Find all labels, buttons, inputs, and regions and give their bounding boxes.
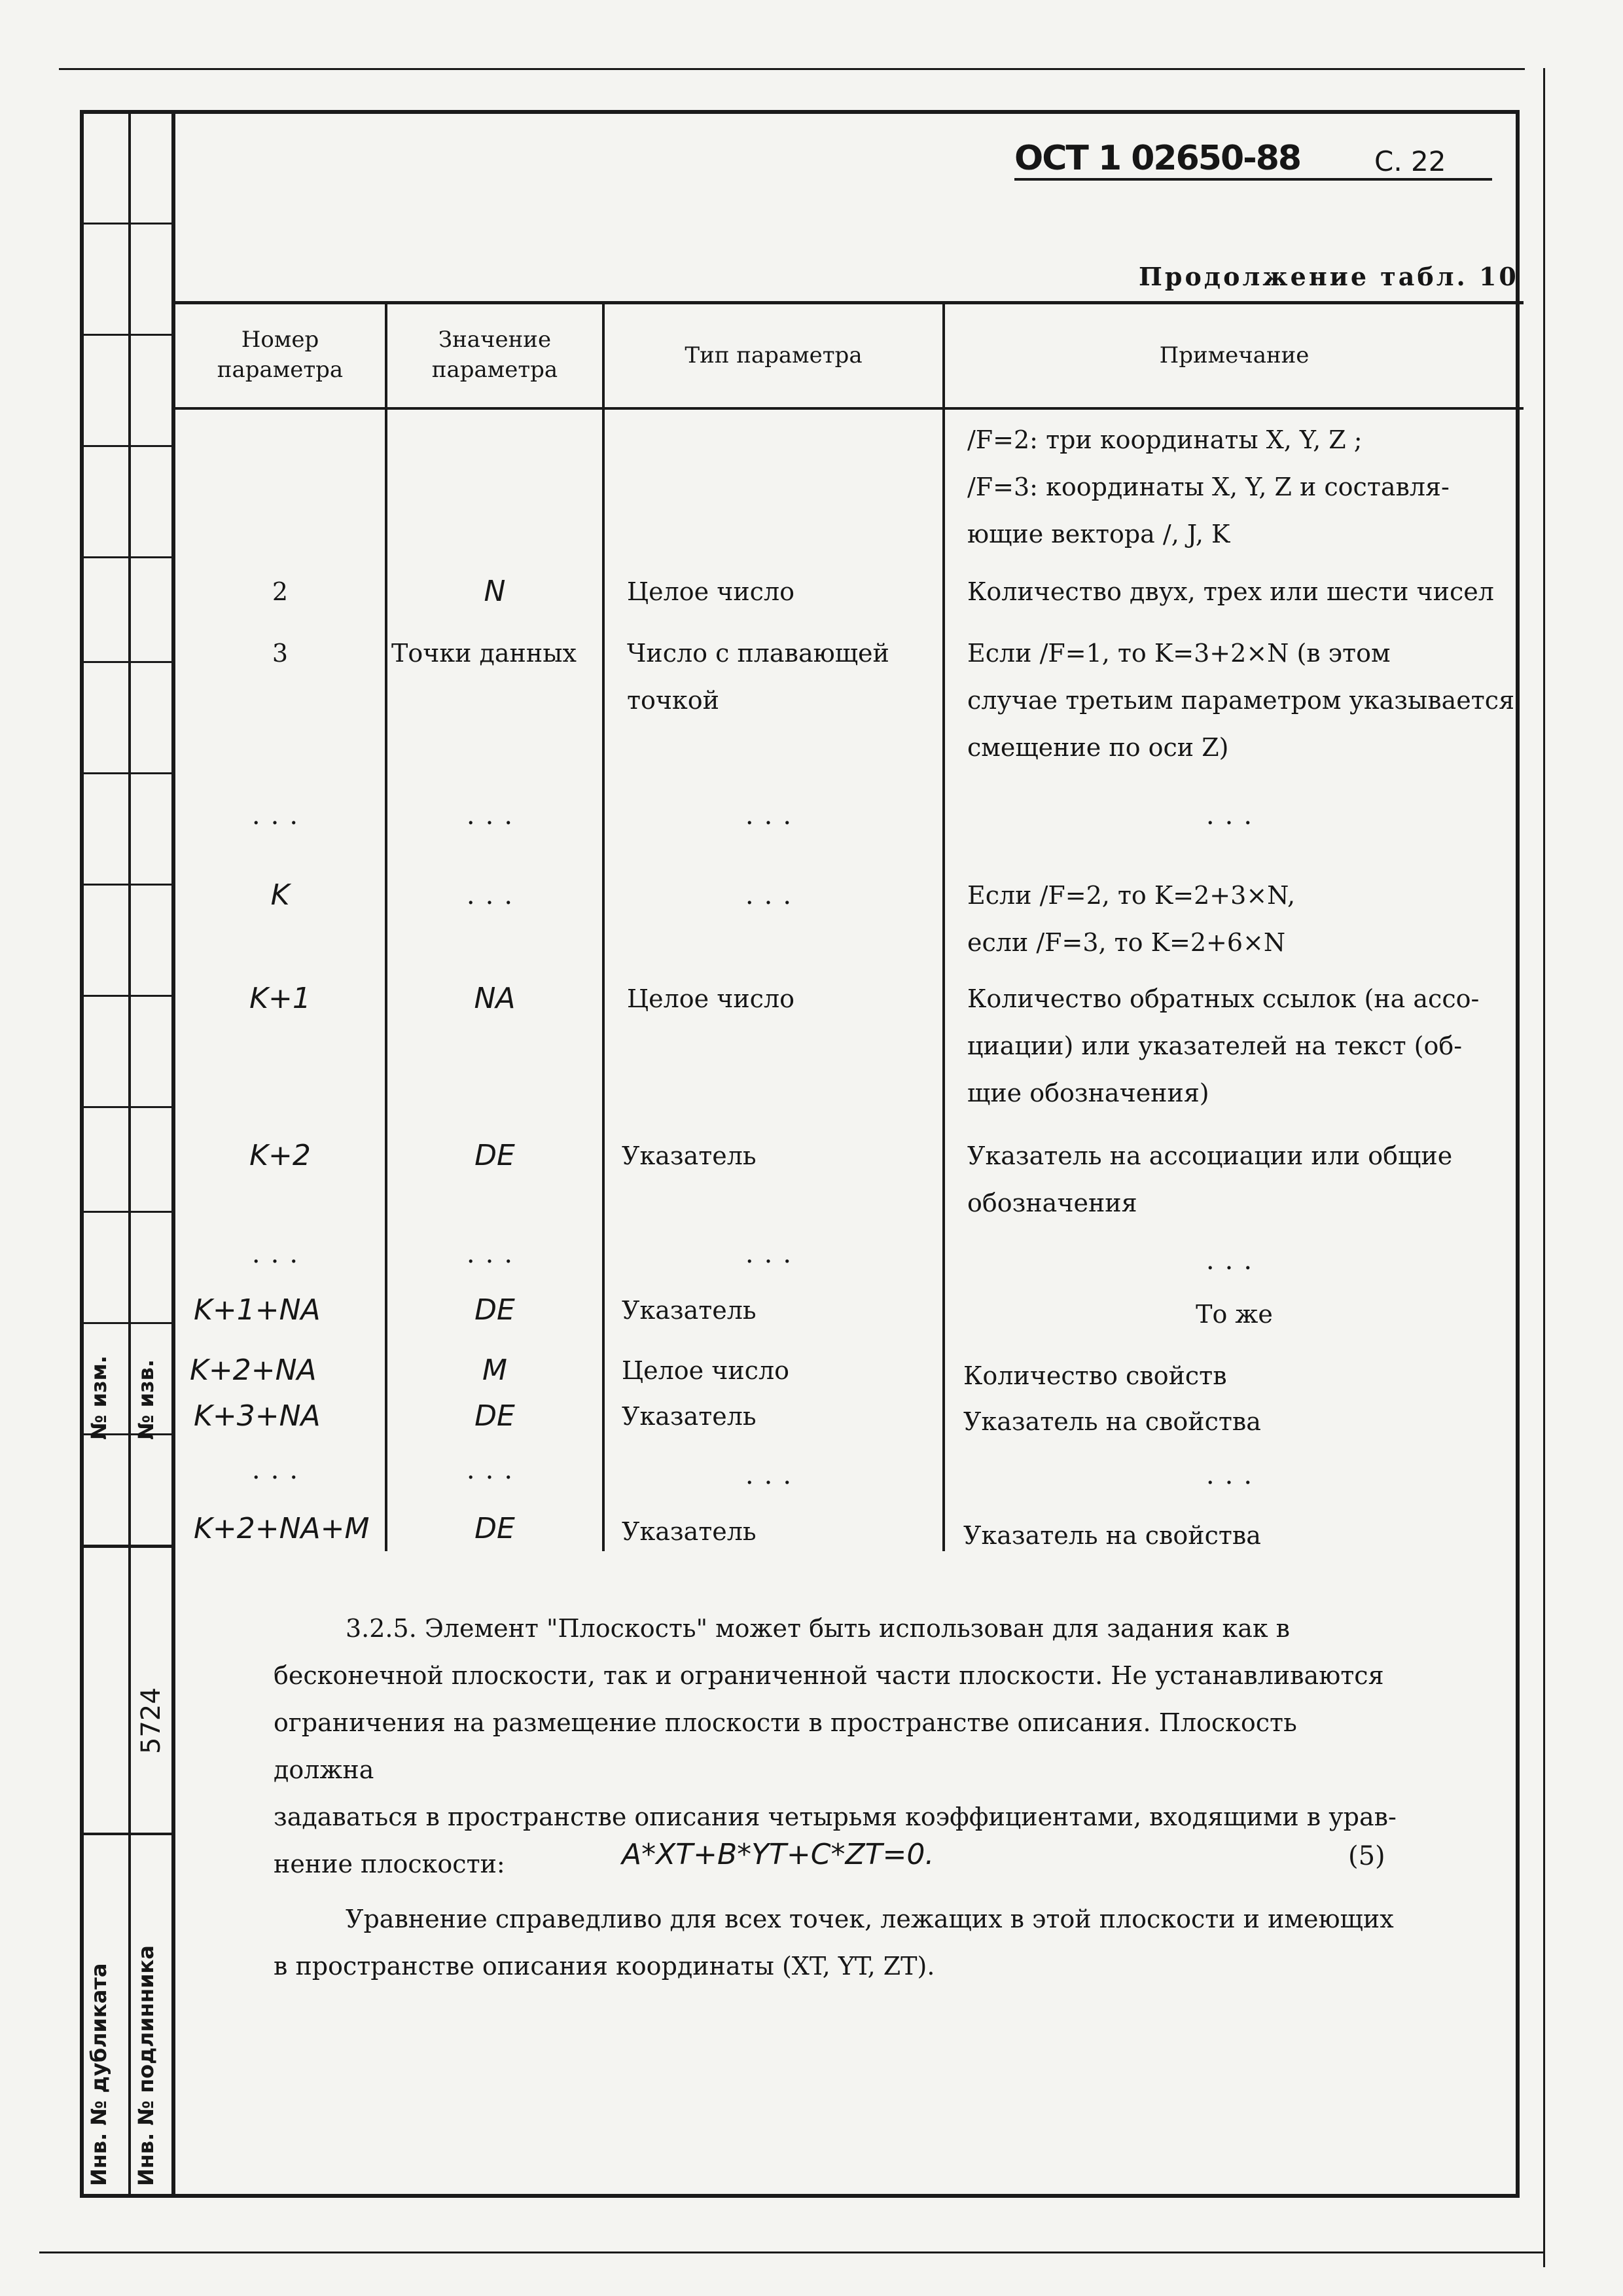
- paragraph-equation-note: [274, 1895, 1399, 1990]
- row-5-number: K+1: [249, 982, 311, 1015]
- row-10-number: K+3+NA: [194, 1399, 321, 1433]
- table-header-rule: [171, 407, 1524, 410]
- margin-tick: [80, 1833, 175, 1835]
- para-line: 3.2.5. Элемент "Плоскость" может быть использован для задания как в: [346, 1614, 1291, 1643]
- note-line: Если /F=2, то K=2+3×N,: [967, 881, 1296, 910]
- doc-number: ОСТ 1 02650-88: [1014, 139, 1301, 178]
- margin-dublikat: Инв. № дубликата: [86, 1963, 111, 2186]
- note-line: Количество обратных ссылок (на ассо-: [967, 984, 1480, 1013]
- row-10-note: Указатель на свойства: [963, 1407, 1261, 1436]
- margin-podlinnik: Инв. № подлинника: [134, 1945, 158, 2186]
- margin-tick: [80, 772, 175, 774]
- margin-number: 5724: [136, 1687, 166, 1754]
- note-line: ющие вектора /, J, K: [967, 520, 1230, 548]
- row-12-number: K+2+NA+M: [194, 1512, 370, 1545]
- note-line: /F=2: три координаты X, Y, Z ;: [967, 425, 1363, 454]
- row-7-type: ...: [745, 1239, 802, 1269]
- row-3-number: ...: [251, 800, 309, 831]
- right-rule: [1543, 68, 1545, 2267]
- top-rule: [59, 68, 1525, 70]
- row-9-value: M: [482, 1354, 507, 1387]
- margin-tick: [80, 1545, 175, 1548]
- row-8-type: Указатель: [622, 1296, 757, 1325]
- row-1-number: 2: [272, 577, 289, 606]
- row-7-value: ...: [466, 1239, 524, 1269]
- para-line: Уравнение справедливо для всех точек, лежащих в этой плоскости и имеющих: [346, 1905, 1394, 1933]
- row-9-number: K+2+NA: [190, 1354, 317, 1387]
- col-header-type: Тип параметра: [685, 342, 863, 368]
- row-8-note: То же: [1196, 1300, 1273, 1329]
- para-line: ограничения на размещение плоскости в пространстве описания. Плоскость должна: [274, 1708, 1297, 1784]
- row-1-note: Количество двух, трех или шести чисел: [967, 577, 1494, 606]
- table-col-divider-3: [942, 301, 945, 1551]
- row-3-value: ...: [466, 800, 524, 831]
- col-header-value: Значение параметра: [431, 327, 558, 383]
- note-line: случае третьим параметром указывается: [967, 686, 1515, 715]
- row-2-number: 3: [272, 639, 289, 668]
- note-line: /F=3: координаты X, Y, Z и составля-: [967, 473, 1450, 501]
- row-5-value: NA: [474, 982, 516, 1015]
- table-top-rule: [171, 301, 1524, 304]
- para-line: бесконечной плоскости, так и ограниченной части плоскости. Не устанавливаются: [274, 1661, 1384, 1690]
- row-4-number: K: [270, 878, 290, 912]
- bottom-rule: [39, 2251, 1544, 2253]
- note-line: обозначения: [967, 1189, 1137, 1217]
- row-1-value: N: [484, 575, 506, 608]
- row-12-type: Указатель: [622, 1517, 757, 1546]
- margin-tick: [80, 223, 175, 224]
- row-5-note: [967, 975, 1479, 1117]
- row-10-value: DE: [474, 1399, 515, 1433]
- note-line: щие обозначения): [967, 1079, 1209, 1107]
- margin-tick: [80, 1211, 175, 1213]
- note-line: циации) или указателей на текст (об-: [967, 1031, 1463, 1060]
- col-header-number: Номер параметра: [217, 327, 344, 383]
- equation-5: A*XT+B*YT+C*ZT=0.: [622, 1838, 935, 1871]
- row-9-type: Целое число: [622, 1356, 789, 1385]
- intro-note: [967, 416, 1450, 558]
- table-continuation-label: Продолжение табл. 10: [1139, 262, 1519, 291]
- para-line: в пространстве описания координаты (XT, YT, ZT).: [274, 1952, 935, 1981]
- doc-number-underline: [1014, 178, 1492, 181]
- row-4-type: ...: [745, 880, 802, 910]
- row-12-note: Указатель на свойства: [963, 1521, 1261, 1550]
- para-line: нение плоскости:: [274, 1850, 505, 1878]
- page-number: С. 22: [1374, 145, 1446, 177]
- margin-tick: [80, 556, 175, 558]
- margin-tick: [80, 334, 175, 336]
- row-5-type: Целое число: [627, 984, 794, 1013]
- margin-tick: [80, 995, 175, 997]
- margin-tick: [80, 1106, 175, 1108]
- row-2-value: Точки данных: [391, 639, 577, 668]
- equation-number: (5): [1348, 1841, 1385, 1871]
- row-12-value: DE: [474, 1512, 515, 1545]
- row-11-number: ...: [251, 1455, 309, 1485]
- row-11-type: ...: [745, 1460, 802, 1490]
- row-11-note: ...: [1205, 1460, 1263, 1490]
- margin-tick: [80, 445, 175, 447]
- row-9-note: Количество свойств: [963, 1361, 1227, 1390]
- row-8-value: DE: [474, 1293, 515, 1327]
- row-6-type: Указатель: [622, 1141, 757, 1170]
- row-10-type: Указатель: [622, 1402, 757, 1431]
- row-4-value: ...: [466, 880, 524, 910]
- row-2-note: [967, 630, 1514, 771]
- row-7-number: ...: [251, 1239, 309, 1269]
- margin-tick: [80, 884, 175, 886]
- note-line: Указатель на ассоциации или общие: [967, 1141, 1453, 1170]
- margin-izm: № изм.: [86, 1355, 111, 1440]
- note-line: если /F=3, то K=2+6×N: [967, 928, 1286, 957]
- row-3-type: ...: [745, 800, 802, 831]
- para-line: задаваться в пространстве описания четырьмя коэффициентами, входящими в урав-: [274, 1803, 1397, 1831]
- row-1-type: Целое число: [627, 577, 794, 606]
- margin-izv: № изв.: [134, 1359, 158, 1440]
- note-line: Если /F=1, то K=3+2×N (в этом: [967, 639, 1391, 668]
- row-6-number: K+2: [249, 1139, 311, 1172]
- row-7-note: ...: [1205, 1246, 1263, 1276]
- row-11-value: ...: [466, 1455, 524, 1485]
- row-6-value: DE: [474, 1139, 515, 1172]
- table-col-divider-2: [602, 301, 605, 1551]
- row-6-note: [967, 1132, 1452, 1227]
- row-3-note: ...: [1205, 800, 1263, 831]
- margin-divider-1: [128, 110, 131, 2198]
- margin-tick: [80, 1322, 175, 1324]
- row-4-note: [967, 872, 1295, 966]
- row-2-type: Число с плавающей точкой: [627, 639, 889, 715]
- col-header-note: Примечание: [1159, 342, 1310, 368]
- margin-tick: [80, 661, 175, 663]
- row-8-number: K+1+NA: [194, 1293, 321, 1327]
- note-line: смещение по оси Z): [967, 733, 1229, 762]
